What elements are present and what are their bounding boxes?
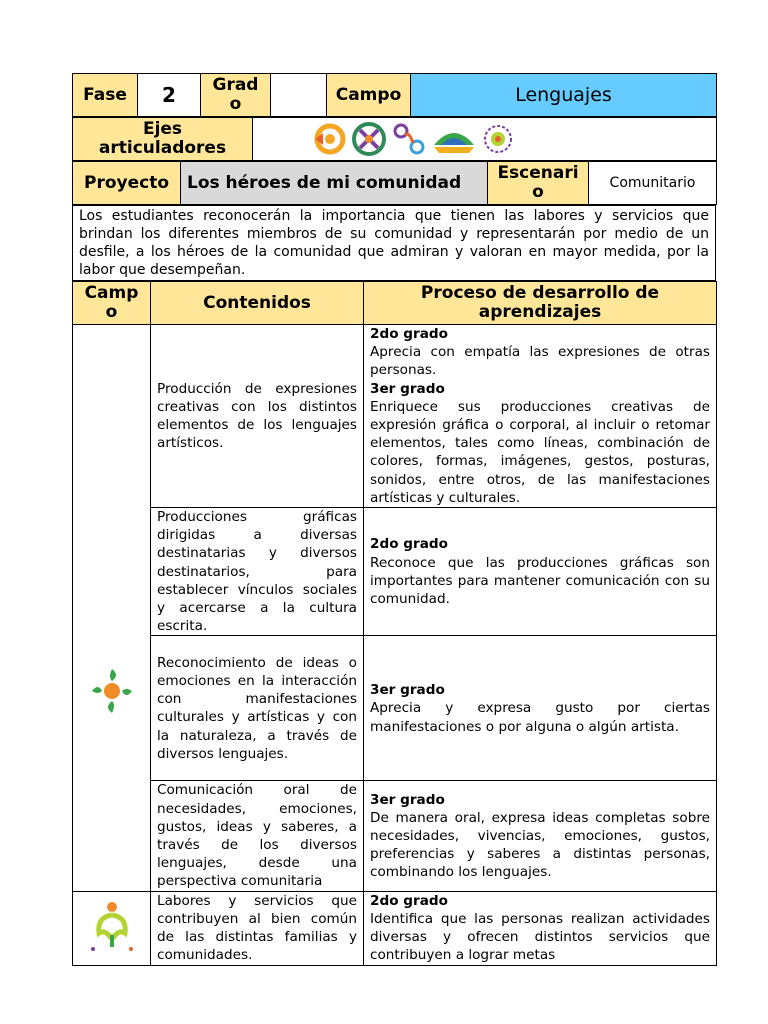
proyecto-value: Los héroes de mi comunidad xyxy=(181,162,488,205)
project-description: Los estudiantes reconocerán la importancia que tienen las labores y servicios que brindan los diferentes miembros de su comunidad y representarán por medio de un desfile, a los héroes de la comunidad que admiran y valoran en mayor medida, por la labor que desempeñan. xyxy=(73,206,716,281)
grade-label: 2do grado xyxy=(370,892,448,909)
contenido-cell: Comunicación oral de necesidades, emociones, gustos, ideas y saberes, a través de los diversos lenguajes, desde una perspectiva comunitaria xyxy=(151,781,364,891)
table-row xyxy=(73,508,717,636)
ejes-table xyxy=(72,117,717,161)
proceso-text: Reconoce que las producciones gráficas son importantes para mantener comunicación con su comunidad. xyxy=(370,554,710,607)
fase-value: 2 xyxy=(138,74,201,117)
description-table xyxy=(72,205,716,281)
proceso-text: De manera oral, expresa ideas completas sobre necesidades, vivencias, emociones, gustos, preferencias y saberes a distintas personas, combinando los lenguajes. xyxy=(370,809,710,881)
proceso-cell xyxy=(364,508,717,636)
eje-interculturalidad-icon xyxy=(391,121,427,157)
proceso-cell xyxy=(364,636,717,781)
grade-label: 2do grado xyxy=(370,536,448,553)
contenido-cell: Labores y servicios que contribuyen al bien común de las distintas familias y comunidades. xyxy=(151,891,364,965)
proceso-text: Identifica que las personas realizan actividades diversas y ofrecen distintos servicios que contribuyen a lograr metas xyxy=(370,910,710,964)
campo-lenguajes-icon xyxy=(88,665,136,717)
contenido-cell: Producción de expresiones creativas con los distintos elementos de los lenguajes artísticos. xyxy=(151,325,364,508)
fase-label: Fase xyxy=(73,74,138,117)
campo-icon-cell xyxy=(73,891,151,965)
column-campo: Campo xyxy=(73,282,151,325)
ejes-icons xyxy=(253,118,717,161)
escenario-label: Escenario xyxy=(488,162,589,205)
grade-label: 3er grado xyxy=(370,682,445,699)
campo-humano-comunitario-icon xyxy=(89,899,135,953)
escenario-value: Comunitario xyxy=(589,162,717,205)
eje-igualdad-genero-icon xyxy=(431,121,477,157)
eje-pensamiento-critico-icon xyxy=(351,121,387,157)
grade-label: 2do grado xyxy=(370,326,448,342)
proceso-cell xyxy=(364,325,717,508)
proceso-cell xyxy=(364,891,717,965)
eje-inclusion-icon xyxy=(313,121,347,157)
contenido-cell: Reconocimiento de ideas o emociones en la interacción con manifestaciones culturales y artísticas y con la naturaleza, a través de diversos lenguajes. xyxy=(151,636,364,781)
proceso-text: Aprecia con empatía las expresiones de otras personas. xyxy=(370,344,710,379)
proceso-text: Enriquece sus producciones creativas de expresión gráfica o corporal, al incluir o retomar elementos, tales como líneas, combinación de colores, formas, imágenes, gestos, posturas, sonidos, entre otros, de las manifestaciones artísticas y culturales. xyxy=(370,398,710,506)
proyecto-table xyxy=(72,161,717,205)
campo-value: Lenguajes xyxy=(411,74,717,117)
table-row xyxy=(73,636,717,781)
table-row xyxy=(73,891,717,965)
header-table xyxy=(72,73,717,117)
proceso-cell xyxy=(364,781,717,891)
campo-label: Campo xyxy=(327,74,411,117)
contenido-cell: Producciones gráficas dirigidas a diversas destinatarias y diversos destinatarios, para establecer vínculos sociales y acercarse a la cultura escrita. xyxy=(151,508,364,636)
proceso-text: Aprecia y expresa gusto por ciertas manifestaciones o por alguna o algún artista. xyxy=(370,700,710,735)
table-row xyxy=(73,781,717,891)
grado-label: Grado xyxy=(201,74,271,117)
ejes-label: Ejes articuladores xyxy=(73,118,253,161)
planning-sheet xyxy=(72,73,716,966)
eje-vida-saludable-icon xyxy=(481,121,515,157)
grade-label: 3er grado xyxy=(370,380,445,397)
grado-value xyxy=(271,74,327,117)
table-row xyxy=(73,325,717,508)
column-proceso: Proceso de desarrollo de aprendizajes xyxy=(364,282,717,325)
proyecto-label: Proyecto xyxy=(73,162,181,205)
grade-label: 3er grado xyxy=(370,791,445,808)
contents-table xyxy=(72,281,717,966)
column-contenidos: Contenidos xyxy=(151,282,364,325)
campo-icon-cell xyxy=(73,325,151,892)
